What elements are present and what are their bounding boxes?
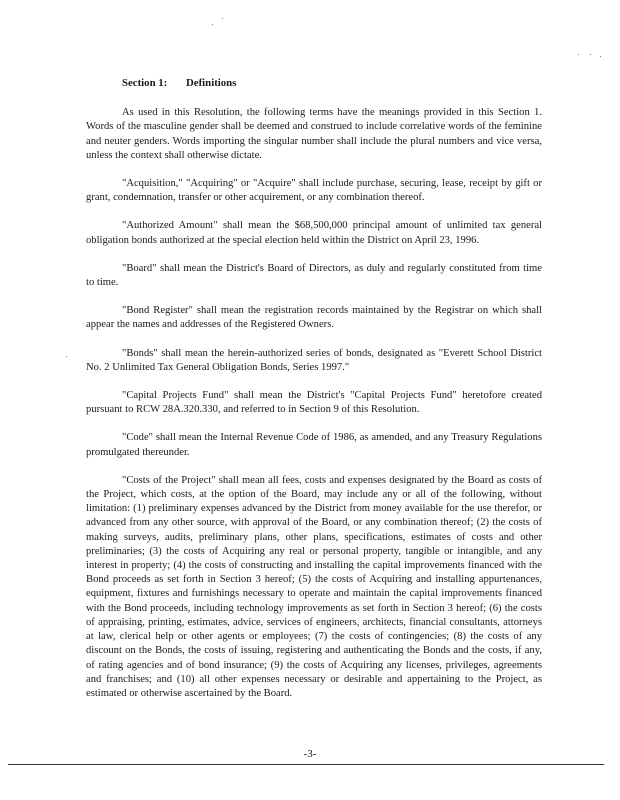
paragraph-bonds: "Bonds" shall mean the herein-authorized series of bonds, designated as "Everett School District No. 2 Unlimited Tax General Obligation Bonds, Series 1997."	[86, 347, 542, 373]
scan-speck	[578, 54, 579, 55]
paragraph-intro: As used in this Resolution, the following terms have the meanings provided in this Section 1. Words of the masculine gender shall be deemed and construed to include correlative words of the feminine and neuter genders. Words importing the singular number shall include the plural numbers and vice versa, unless the context shall otherwise dictate.	[86, 107, 542, 161]
paragraph-bond-register: "Bond Register" shall mean the registration records maintained by the Registrar on which shall appear the names and addresses of the Registered Owners.	[86, 305, 542, 331]
paragraph-code: "Code" shall mean the Internal Revenue Code of 1986, as amended, and any Treasury Regulations promulgated thereunder.	[86, 432, 542, 458]
document-body	[86, 76, 542, 714]
paragraph-acquisition: "Acquisition," "Acquiring" or "Acquire" shall include purchase, securing, lease, receipt by gift or grant, condemnation, transfer or other acquirement, or any combination thereof.	[86, 178, 542, 204]
paragraph-authorized-amount: "Authorized Amount" shall mean the $68,500,000 principal amount of unlimited tax general obligation bonds authorized at the special election held within the District on April 23, 1996.	[86, 220, 542, 246]
scan-speck	[212, 24, 213, 25]
section-number: Section 1:	[122, 77, 168, 89]
section-heading	[122, 76, 542, 90]
scan-speck	[222, 18, 223, 19]
scan-speck	[600, 56, 601, 57]
paragraph-costs-of-project: "Costs of the Project" shall mean all fees, costs and expenses designated by the Board as costs of the Project, which costs, at the option of the Board, may include any or all of the following, without limitation: (1) preliminary expenses advanced by the District from money available for the use therefor, or advanced from any other source, with approval of the Board, or any combination thereof; (2) the costs of making surveys, audits, preliminary plans, other plans, specifications, estimates of costs and other preliminaries; (3) the costs of Acquiring any real or personal property, tangible or intangible, and any interest in property; (4) the costs of constructing and installing the capital improvements financed with the Bond proceeds as set forth in Section 3 hereof; (5) the costs of Acquiring and installing appurtenances, equipment, fixtures and furnishings necessary to operate and maintain the capital improvements financed with the Bond proceeds, including technology improvements as set forth in Section 3 hereof; (6) the costs of appraising, printing, estimates, advice, services of engineers, architects, financial consultants, attorneys at law, clerical help or other agents or employees; (7) the costs of contingencies; (8) the costs of any discount on the Bonds, the costs of issuing, registering and authenticating the Bonds and the costs, if any, of rating agencies and of bond insurance; (9) the costs of Acquiring any licenses, privileges, agreements and franchises; and (10) all other expenses necessary or desirable and appertaining to the Project, as estimated or otherwise ascertained by the Board.	[86, 474, 542, 699]
scan-speck	[590, 54, 591, 55]
scan-speck	[66, 356, 67, 357]
footer-rule	[8, 764, 604, 765]
section-title: Definitions	[186, 77, 237, 89]
paragraph-board: "Board" shall mean the District's Board of Directors, as duly and regularly constituted from time to time.	[86, 262, 542, 289]
page-number: -3-	[303, 748, 317, 760]
paragraph-capital-projects-fund: "Capital Projects Fund" shall mean the District's "Capital Projects Fund" heretofore created pursuant to RCW 28A.320.330, and referred to in Section 9 of this Resolution.	[86, 390, 542, 416]
